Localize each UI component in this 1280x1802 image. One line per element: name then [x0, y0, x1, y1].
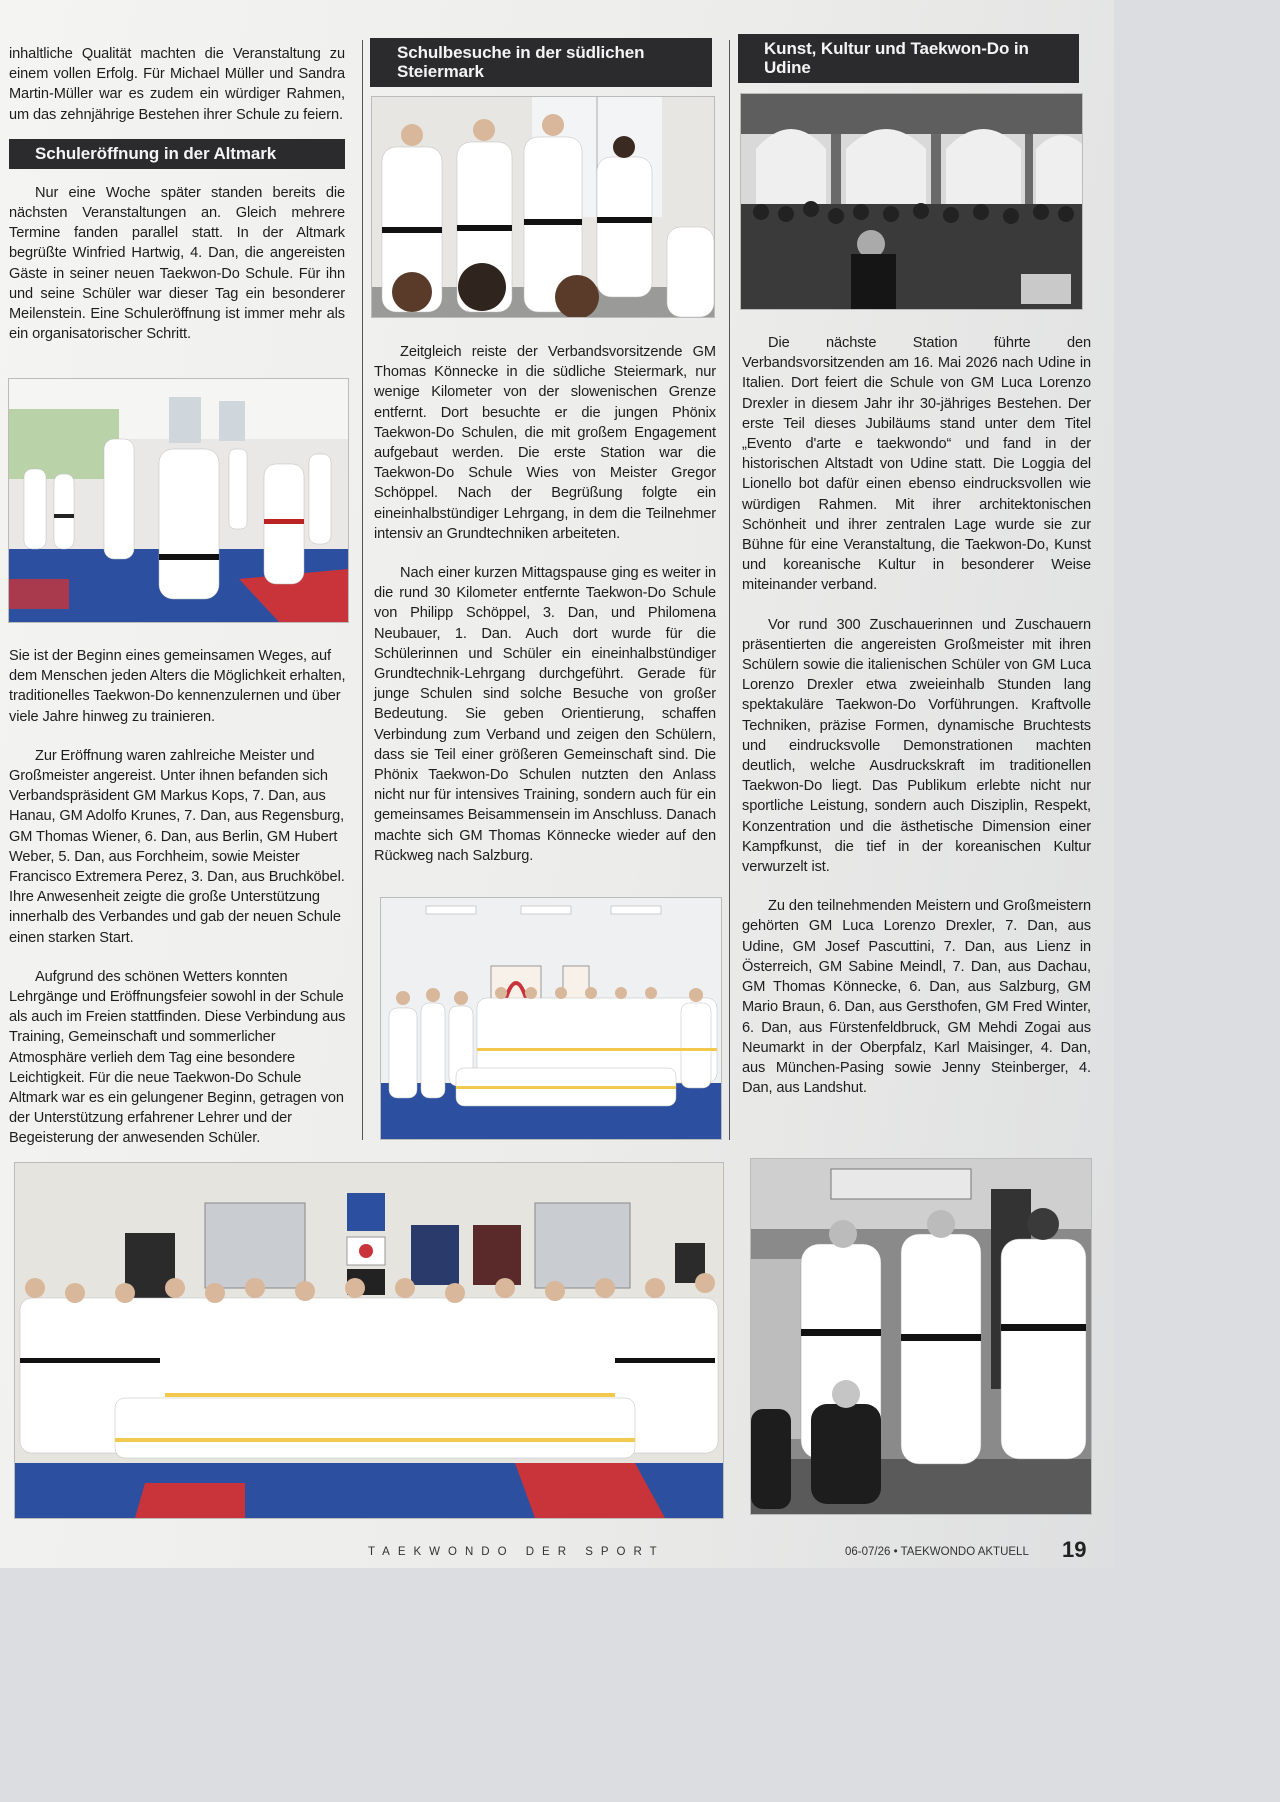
steiermark-paragraph-2: Nach einer kurzen Mittagspause ging es weiter in die rund 30 Kilometer entfernte Taekwon-Do Schule von Philipp Schöppel, 3. Dan, und Philomena Neubauer, 1. Dan. Auch dort wurde für die Schülerinnen und Schüler ein eineinhalbstündiger Grundtechnik-Lehrgang durchgeführt. Gerade für junge Schulen sind solche Besuche von großer Bedeutung. Sie geben Orientierung, schaffen Verbindung zum Verband und zeigen den Schülern, dass sie Teil einer größeren Gemeinschaft sind. Die Phönix Taekwon-Do Schulen nutzten den Anlass nicht nur für intensives Training, sondern auch für ein gemeinsames Beisammensein im Anschluss. Danach machte sich GM Thomas Könnecke wieder auf den Rückweg nach Salzburg. — [374, 565, 716, 864]
left-column-bottom — [9, 646, 351, 1168]
photo-altmark-group — [14, 1162, 724, 1519]
altmark-paragraph-2: Sie ist der Beginn eines gemeinsamen Weges, auf dem Menschen jeden Alters die Möglichkeit erhalten, traditionelles Taekwon-Do kennenzulernen und über viele Jahre hinweg zu trainieren. — [9, 648, 346, 725]
heading-altmark: Schuleröffnung in der Altmark — [9, 139, 345, 169]
altmark-paragraph-4: Aufgrund des schönen Wetters konnten Lehrgänge und Eröffnungsfeier sowohl in der Schule als auch im Freien stattfinden. Diese Verbindung aus Training, Gemeinschaft und sommerlicher Atmosphäre verlieh dem Tag eine besondere Leichtigkeit. Für die neue Taekwon-Do Schule Altmark war es ein gelungener Beginn, getragen von der Unterstützung erfahrener Lehrer und der Begeisterung der anwesenden Schüler. — [9, 968, 346, 1147]
column-divider-1 — [362, 40, 363, 1140]
steiermark-paragraph-1: Zeitgleich reiste der Verbandsvorsitzende GM Thomas Könnecke in die südliche Steiermark, nur wenige Kilometer von der slowenischen Grenze entfernt. Dort besuchte er die jungen Phönix Taekwon-Do Schulen, die mit großem Engagement aufgebaut werden. Die erste Station war die Taekwon-Do Schule Wies von Meister Gregor Schöppel. Nach der Begrüßung folgte ein eineinhalbstündiger Lehrgang, in dem die Teilnehmer intensiv an Grundtechniken arbeiteten. — [374, 344, 716, 542]
page-number: 19 — [1062, 1537, 1087, 1562]
middle-column-heading — [370, 38, 712, 101]
photo-udine-grandmasters — [750, 1158, 1092, 1515]
udine-paragraph-2: Vor rund 300 Zuschauerinnen und Zuschauern präsentierten die angereisten Großmeister mit ihren Schülern sowie die italienischen Schüler von GM Luca Lorenzo Drexler etwa zweieinhalb Stunden lang spektakuläre Taekwon-Do Vorführungen. Kraftvolle Techniken, präzise Formen, dynamische Bruchtests und eindrucksvolle Demonstrationen machten deutlich, welche Ausdruckskraft im traditionellen Taekwon-Do liegt. Das Publikum erlebte nicht nur sportliche Leistung, sondern auch Disziplin, Respekt, Konzentration und die ästhetische Dimension einer Kampfkunst, die tief in der koreanischen Kultur verwurzelt ist. — [742, 616, 1091, 876]
altmark-paragraph-1: Nur eine Woche später standen bereits die nächsten Veranstaltungen an. Gleich mehrere Termine fanden parallel statt. In der Altmark begrüßte Winfried Hartwig, 4. Dan, die angereisten Gäste in seiner neuen Taekwon-Do Schule. Für ihn und seine Schüler war dieser Tag ein besonderer Meilenstein. Eine Schuleröffnung ist immer mehr als ein organisatorischer Schritt. — [9, 184, 345, 343]
footer-magazine-slogan: TAEKWONDO DER SPORT — [368, 1546, 665, 1558]
heading-udine: Kunst, Kultur und Taekwon-Do in Udine — [738, 34, 1079, 83]
right-column-text — [742, 333, 1091, 1117]
udine-paragraph-3: Zu den teilnehmenden Meistern und Großmeistern gehörten GM Luca Lorenzo Drexler, 7. Dan, aus Udine, GM Josef Pascuttini, 7. Dan, aus Lienz in Österreich, GM Sabine Meindl, 7. Dan, aus Dachau, GM Thomas Könnecke, 6. Dan, aus Salzburg, GM Mario Braun, 6. Dan, aus Gersthofen, GM Fred Winter, 6. Dan, aus Fürstenfeldbruck, GM Mehdi Zogai aus Neumarkt in der Oberpfalz, Karl Maisinger, 4. Dan, aus München-Pasing sowie Jenny Steinberger, 4. Dan, aus Landshut. — [742, 898, 1091, 1097]
heading-steiermark: Schulbesuche in der südlichen Steiermark — [370, 38, 712, 87]
left-column-top — [9, 44, 345, 363]
altmark-paragraph-3: Zur Eröffnung waren zahlreiche Meister und Großmeister angereist. Unter ihnen befanden sich Verbandspräsident GM Markus Kops, 7. Dan, aus Hanau, GM Adolfo Krunes, 7. Dan, aus Regensburg, GM Thomas Wiener, 6. Dan, aus Berlin, GM Hubert Weber, 5. Dan, aus Forchheim, sowie Meister Francisco Extremera Perez, 3. Dan, aus Bruchköbel. Ihre Anwesenheit zeigte die große Unterstützung innerhalb des Verbandes und gab der neuen Schule einen starken Start. — [9, 747, 345, 946]
photo-udine-loggia — [740, 93, 1083, 310]
intro-paragraph: inhaltliche Qualität machten die Veranstaltung zu einem vollen Erfolg. Für Michael Müller und Sandra Martin-Müller war es zudem ein würdiger Rahmen, um das zehnjährige Bestehen ihrer Schule zu feiern. — [9, 46, 345, 123]
middle-column-text — [374, 342, 716, 885]
photo-steiermark-group — [371, 96, 715, 318]
photo-steiermark-school-group — [380, 897, 722, 1140]
udine-paragraph-1: Die nächste Station führte den Verbandsvorsitzenden am 16. Mai 2026 nach Udine in Italien. Dort feiert die Schule von GM Luca Lorenzo Drexler in diesem Jahr ihr 30-jähriges Bestehen. Der erste Teil dieses Jubiläums stand unter dem Titel „Evento d'arte e taekwondo“ und fand in der historischen Altstadt von Udine statt. Die Loggia del Lionello bot dafür einen ebenso eindrucksvollen wie würdigen Rahmen. Mit ihrer architektonischen Schönheit und ihrer zentralen Lage wurde sie zur Bühne für eine Veranstaltung, die Taekwon-Do, Kunst und koreanische Kultur in besonderer Weise miteinander verband. — [742, 335, 1091, 594]
photo-altmark-training — [8, 378, 349, 623]
right-column-heading — [738, 34, 1079, 97]
column-divider-2 — [729, 40, 730, 1140]
footer-issue: 06-07/26 • TAEKWONDO AKTUELL — [845, 1546, 1029, 1558]
